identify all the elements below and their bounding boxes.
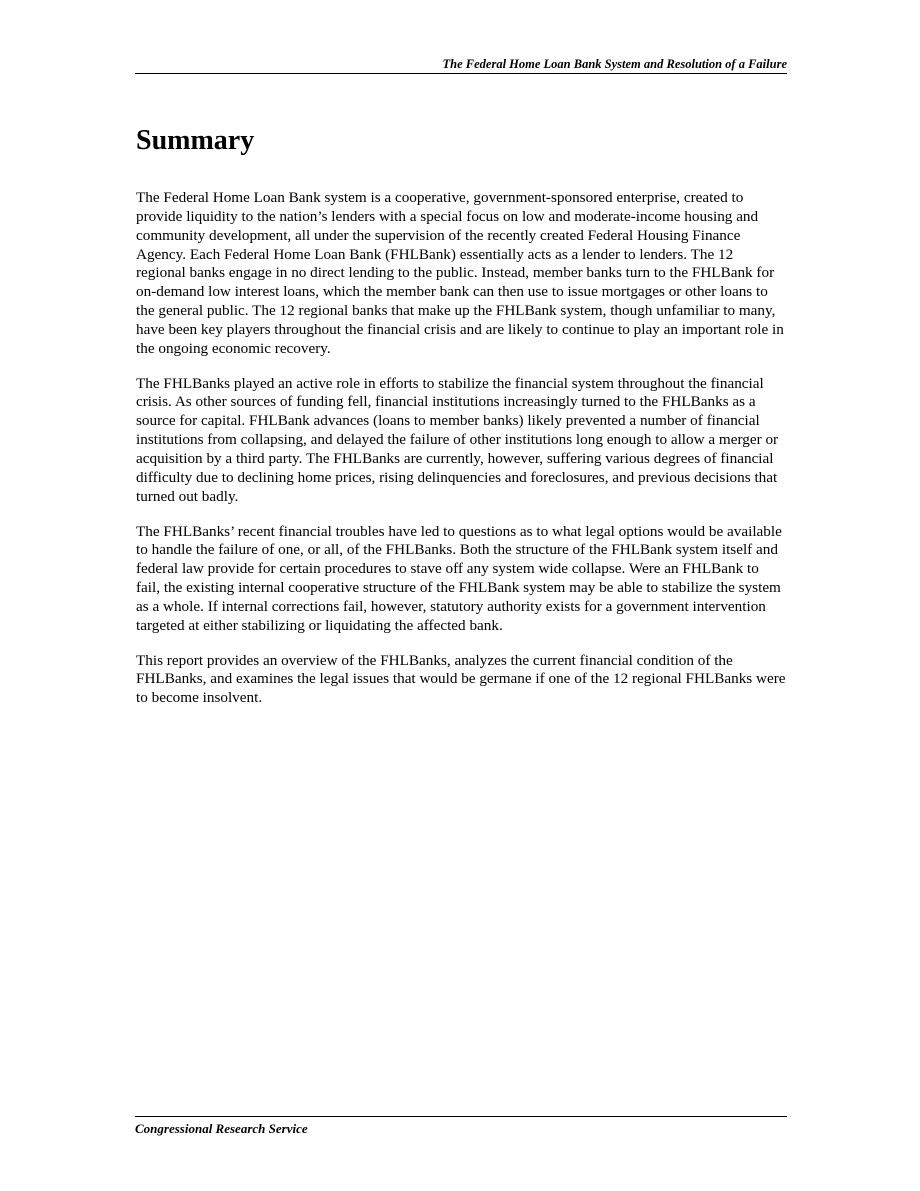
- summary-paragraph-1: The Federal Home Loan Bank system is a cooperative, government-sponsored enterprise, created to provide liquidity to the nation’s lenders with a special focus on low and moderate-income housing and community development, all under the supervision of the recently created Federal Housing Finance Agency. Each Federal Home Loan Bank (FHLBank) essentially acts as a lender to lenders. The 12 regional banks engage in no direct lending to the public. Instead, member banks turn to the FHLBank for on-demand low interest loans, which the member bank can then use to issue mortgages or other loans to the general public. The 12 regional banks that make up the FHLBank system, though unfamiliar to many, have been key players throughout the financial crisis and are likely to continue to play an important role in the ongoing economic recovery.: [136, 189, 784, 357]
- running-header: The Federal Home Loan Bank System and Resolution of a Failure: [135, 56, 787, 74]
- summary-paragraph-2: The FHLBanks played an active role in efforts to stabilize the financial system throughout the financial crisis. As other sources of funding fell, financial institutions increasingly turned to the FHLBanks as a source for capital. FHLBank advances (loans to member banks) likely prevented a number of financial institutions from collapsing, and delayed the failure of other institutions long enough to allow a merger or acquisition by a third party. The FHLBanks are currently, however, suffering various degrees of financial difficulty due to declining home prices, rising delinquencies and foreclosures, and previous decisions that turned out badly.: [136, 374, 779, 505]
- running-footer: Congressional Research Service: [135, 1116, 787, 1137]
- main-content: [136, 124, 786, 724]
- summary-paragraph-3: The FHLBanks’ recent financial troubles have led to questions as to what legal options would be available to handle the failure of one, or all, of the FHLBanks. Both the structure of the FHLBank system itself and federal law provide for certain procedures to stave off any system wide collapse. Were an FHLBank to fail, the existing internal cooperative structure of the FHLBank system may be able to stabilize the system as a whole. If internal corrections fail, however, statutory authority exists for a government intervention targeted at either stabilizing or liquidating the affected bank.: [136, 522, 782, 634]
- section-title: Summary: [136, 125, 255, 156]
- summary-paragraph-4: This report provides an overview of the FHLBanks, analyzes the current financial condition of the FHLBanks, and examines the legal issues that would be germane if one of the 12 regional FHLBanks were to become insolvent.: [136, 651, 786, 707]
